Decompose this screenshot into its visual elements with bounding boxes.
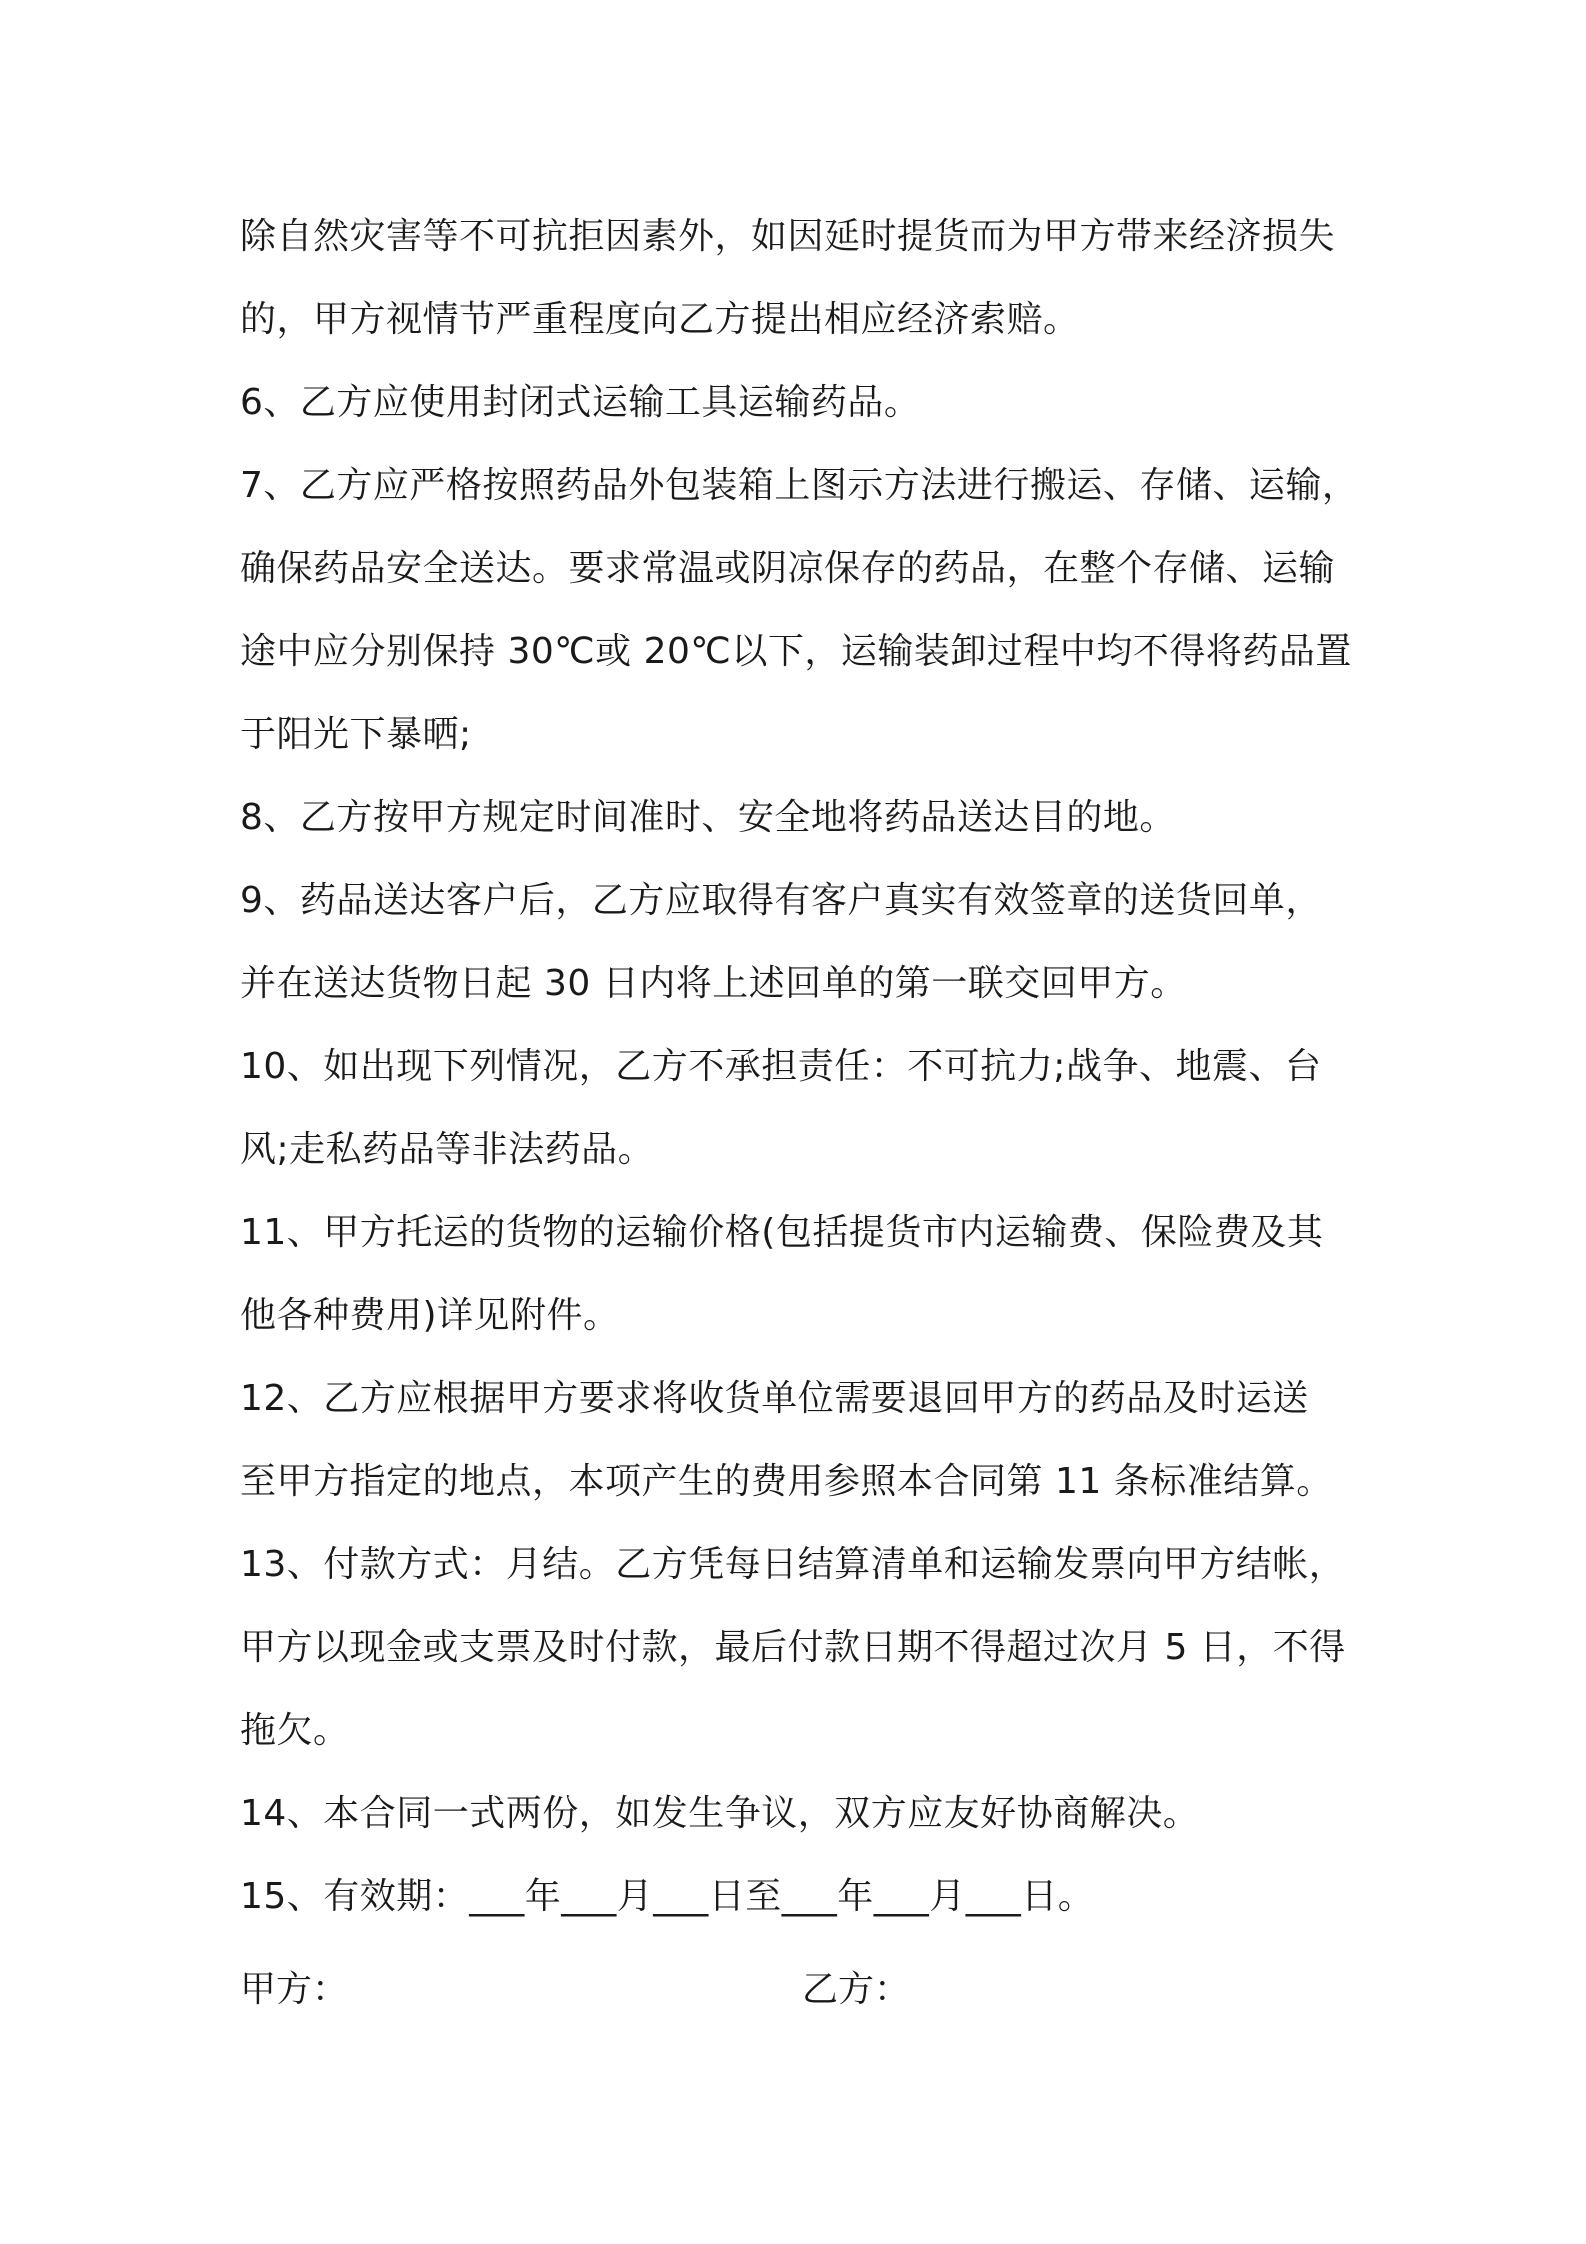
clause-12: 12、乙方应根据甲方要求将收货单位需要退回甲方的药品及时运送 xyxy=(240,1378,1309,1419)
clause-9: 9、药品送达客户后，乙方应取得有客户真实有效签章的送货回单， xyxy=(240,880,1322,921)
text-line: 风;走私药品等非法药品。 xyxy=(240,1129,655,1170)
clause-8: 8、乙方按甲方规定时间准时、安全地将药品送达目的地。 xyxy=(240,797,1176,838)
clause-6: 6、乙方应使用封闭式运输工具运输药品。 xyxy=(240,382,921,423)
text-line: 于阳光下暴晒; xyxy=(240,714,472,755)
text-line: 并在送达货物日起 30 日内将上述回单的第一联交回甲方。 xyxy=(240,963,1187,1004)
party-a-signature-label: 甲方： xyxy=(240,1969,349,2010)
clause-7: 7、乙方应严格按照药品外包装箱上图示方法进行搬运、存储、运输， xyxy=(240,465,1359,506)
clause-13: 13、付款方式：月结。乙方凭每日结算清单和运输发票向甲方结帐， xyxy=(240,1544,1346,1585)
contract-body xyxy=(240,195,1370,1938)
party-b-signature-label: 乙方： xyxy=(802,1969,911,2010)
text-line: 他各种费用)详见附件。 xyxy=(240,1295,620,1336)
text-line: 至甲方指定的地点，本项产生的费用参照本合同第 11 条标准结算。 xyxy=(240,1461,1333,1502)
text-line: 途中应分别保持 30℃或 20℃以下，运输装卸过程中均不得将药品置 xyxy=(240,631,1352,672)
clause-14: 14、本合同一式两份，如发生争议，双方应友好协商解决。 xyxy=(240,1793,1200,1834)
text-line: 甲方以现金或支票及时付款，最后付款日期不得超过次月 5 日，不得 xyxy=(240,1627,1346,1668)
text-line: 拖欠。 xyxy=(240,1710,350,1751)
clause-15-validity: 15、有效期：___年___月___日至___年___月___日。 xyxy=(240,1876,1095,1917)
signature-row xyxy=(240,1948,1370,2031)
text-line: 确保药品安全送达。要求常温或阴凉保存的药品，在整个存储、运输 xyxy=(240,548,1336,589)
clause-11: 11、甲方托运的货物的运输价格(包括提货市内运输费、保险费及其 xyxy=(240,1212,1324,1253)
clause-10: 10、如出现下列情况，乙方不承担责任：不可抗力;战争、地震、台 xyxy=(240,1046,1322,1087)
text-line: 的，甲方视情节严重程度向乙方提出相应经济索赔。 xyxy=(240,299,1080,340)
text-line: 除自然灾害等不可抗拒因素外，如因延时提货而为甲方带来经济损失 xyxy=(240,216,1336,257)
